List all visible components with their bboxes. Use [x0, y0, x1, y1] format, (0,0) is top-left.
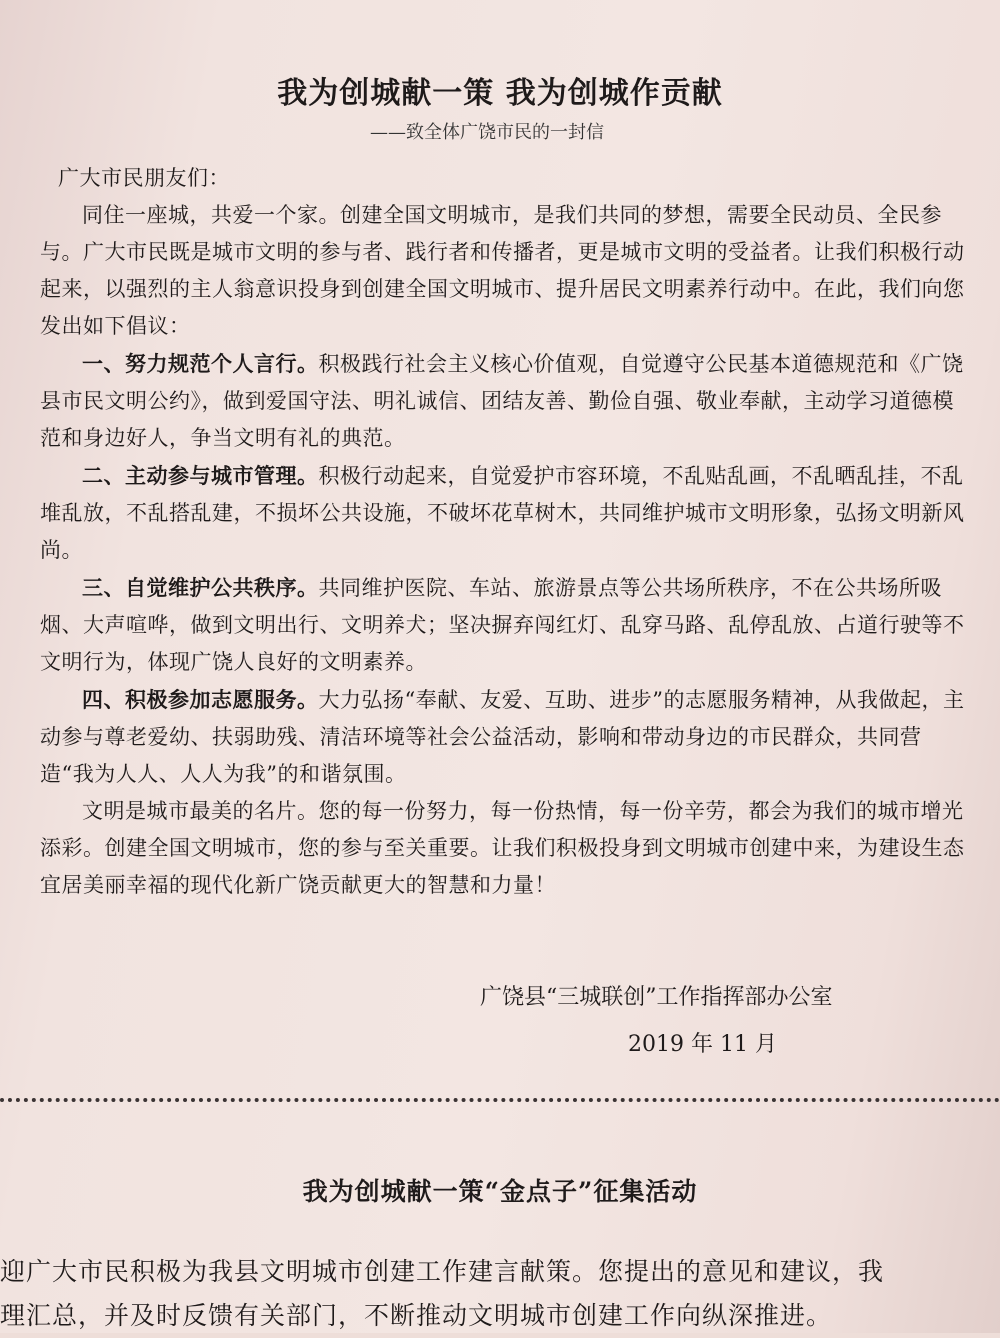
letter-body [40, 160, 970, 904]
proposal-2-text: 积极行动起来，自觉爱护市容环境，不乱贴乱画，不乱晒乱挂，不乱堆乱放，不乱搭乱建，不损坏公共设施，不破坏花草树木，共同维护城市文明形象，弘扬文明新风尚。 [40, 464, 965, 562]
campaign-line-1: 迎广大市民积极为我县文明城市创建工作建言献策。您提出的意见和建议，我 [0, 1257, 885, 1286]
proposal-1 [40, 345, 970, 457]
proposal-4-heading: 四、积极参加志愿服务。 [82, 687, 319, 712]
letter-title: 我为创城献一策 我为创城作贡献 [277, 76, 723, 111]
proposal-1-text: 积极践行社会主义核心价值观，自觉遵守公民基本道德规范和《广饶县市民文明公约》，做到爱国守法、明礼诚信、团结友善、勤俭自强、敬业奉献，主动学习道德模范和身边好人，争当文明有礼的典范。 [40, 352, 964, 450]
closing-paragraph: 文明是城市最美的名片。您的每一份努力，每一份热情，每一份辛劳，都会为我们的城市增光添彩。创建全国文明城市，您的参与至关重要。让我们积极投身到文明城市创建中来，为建设生态宜居美丽幸福的现代化新广饶贡献更大的智慧和力量！ [40, 799, 965, 897]
intro-paragraph: 同住一座城，共爱一个家。创建全国文明城市，是我们共同的梦想，需要全民动员、全民参与。广大市民既是城市文明的参与者、践行者和传播者，更是城市文明的受益者。让我们积极行动起来，以强烈的主人翁意识投身到创建全国文明城市、提升居民文明素养行动中。在此，我们向您发出如下倡议： [40, 203, 965, 338]
proposal-4-text: 大力弘扬“奉献、友爱、互助、进步”的志愿服务精神，从我做起，主动参与尊老爱幼、扶弱助残、清洁环境等社会公益活动，影响和带动身边的市民群众，共同营造“我为人人、人人为我”的和谐氛围。 [40, 688, 965, 786]
letter-date: 2019 年 11 月 [628, 1032, 777, 1057]
proposal-3-text: 共同维护医院、车站、旅游景点等公共场所秩序，不在公共场所吸烟、大声喧哗，做到文明出行、文明养犬；坚决摒弃闯红灯、乱穿马路、乱停乱放、占道行驶等不文明行为，体现广饶人良好的文明素养。 [40, 576, 965, 674]
proposal-1-heading: 一、努力规范个人言行。 [82, 351, 319, 376]
letter-subtitle: ——致全体广饶市民的一封信 [370, 122, 604, 143]
salutation: 广大市民朋友们： [58, 166, 230, 190]
proposal-3-heading: 三、自觉维护公共秩序。 [82, 575, 319, 600]
dotted-divider [0, 1098, 1000, 1102]
signature: 广饶县“三城联创”工作指挥部办公室 [480, 985, 833, 1010]
campaign-title: 我为创城献一策“金点子”征集活动 [302, 1177, 698, 1206]
proposal-3 [40, 569, 970, 681]
campaign-body [0, 1250, 1000, 1338]
campaign-line-2: 理汇总，并及时反馈有关部门，不断推动文明城市创建工作向纵深推进。 [0, 1301, 833, 1330]
proposal-4 [40, 681, 970, 793]
proposal-2-heading: 二、主动参与城市管理。 [82, 463, 319, 488]
proposal-2 [40, 457, 970, 569]
